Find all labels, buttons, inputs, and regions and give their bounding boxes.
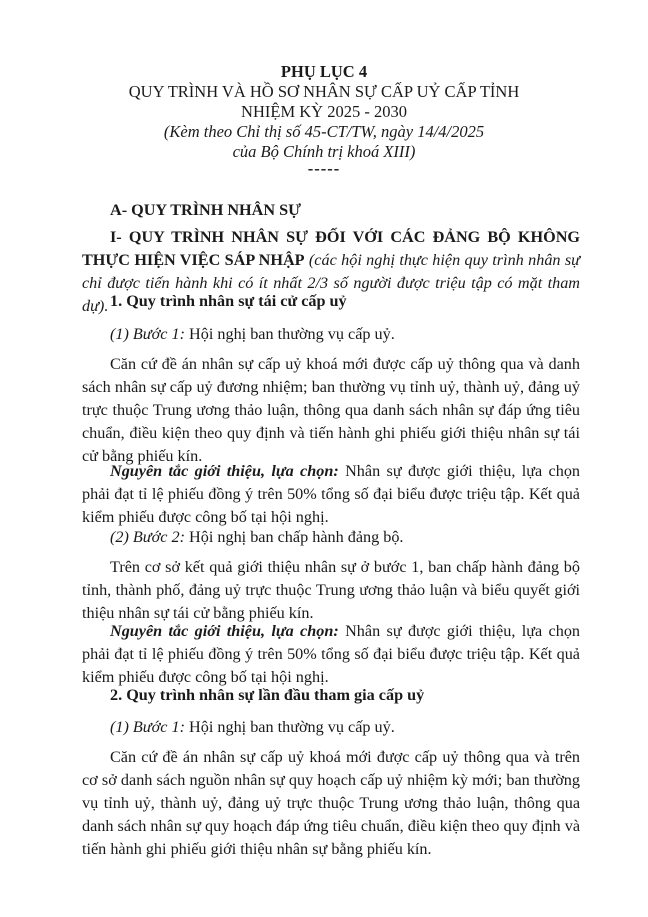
item1-principle2 xyxy=(82,620,580,689)
appendix-reference: (Kèm theo Chỉ thị số 45-CT/TW, ngày 14/4/2025 xyxy=(163,122,485,141)
item1-step1-body: Căn cứ đề án nhân sự cấp uỷ khoá mới được cấp uỷ thông qua và danh sách nhân sự cấp uỷ đương nhiệm; ban thường vụ tỉnh uỷ, thành uỷ, đảng uỷ trực thuộc Trung ương thảo luận, thông qua danh sách nhân sự đáp ứng tiêu chuẩn, điều kiện theo quy định và tiến hành ghi phiếu giới thiệu nhân sự tái cử bằng phiếu kín. xyxy=(82,355,580,465)
item1-step1 xyxy=(82,323,580,346)
item2-step1-body: Căn cứ đề án nhân sự cấp uỷ khoá mới được cấp uỷ thông qua và trên cơ sở danh sách nguồn nhân sự quy hoạch cấp uỷ nhiệm kỳ mới; ban thường vụ tỉnh uỷ, thành uỷ, đảng uỷ trực thuộc Trung ương thảo luận, thông qua danh sách nhân sự quy hoạch đáp ứng tiêu chuẩn, điều kiện theo quy định và tiến hành ghi phiếu giới thiệu nhân sự bằng phiếu kín. xyxy=(82,748,580,858)
section-i-note: (các hội nghị thực hiện quy trình nhân sự chỉ được tiến hành khi có ít nhất 2/3 số người được triệu tập có mặt tham dự). xyxy=(82,251,580,315)
item2-heading: 2. Quy trình nhân sự lần đầu tham gia cấp uỷ xyxy=(110,686,425,704)
item1-principle2-text: Nhân sự được giới thiệu, lựa chọn phải đạt tỉ lệ phiếu đồng ý trên 50% tổng số đại biểu được triệu tập. Kết quả kiểm phiếu được công bố tại hội nghị. xyxy=(82,622,581,686)
item1-step1-label: (1) Bước 1: xyxy=(110,325,185,343)
document-header xyxy=(0,62,648,176)
item1-step1-text: Hội nghị ban thường vụ cấp uỷ. xyxy=(185,325,395,343)
item1-step2-body: Trên cơ sở kết quả giới thiệu nhân sự ở bước 1, ban chấp hành đảng bộ tỉnh, thành phố, đảng uỷ trực thuộc Trung ương thảo luận và biểu quyết giới thiệu nhân sự tái cử bằng phiếu kín. xyxy=(82,558,580,622)
item1-heading: 1. Quy trình nhân sự tái cử cấp uỷ xyxy=(110,292,347,310)
item1-step2-text: Hội nghị ban chấp hành đảng bộ. xyxy=(185,528,404,546)
item1-principle1 xyxy=(82,460,580,529)
appendix-title: PHỤ LỤC 4 xyxy=(280,62,368,81)
item1-principle1-text: Nhân sự được giới thiệu, lựa chọn phải đạt tỉ lệ phiếu đồng ý trên 50% tổng số đại biểu được triệu tập. Kết quả kiểm phiếu được công bố tại hội nghị. xyxy=(82,462,581,526)
item2-step1 xyxy=(82,716,580,739)
item1-step2-label: (2) Bước 2: xyxy=(110,528,185,546)
appendix-reference-issuer: của Bộ Chính trị khoá XIII) xyxy=(232,142,416,161)
section-a-heading: A- QUY TRÌNH NHÂN SỰ xyxy=(110,201,301,219)
header-divider: ----- xyxy=(307,159,341,178)
appendix-term: NHIỆM KỲ 2025 - 2030 xyxy=(241,102,407,121)
item1-step2 xyxy=(82,526,580,549)
section-i-title: I- QUY TRÌNH NHÂN SỰ ĐỐI VỚI CÁC ĐẢNG BỘ KHÔNG THỰC HIỆN VIỆC SÁP NHẬP xyxy=(82,228,580,269)
item1-principle2-label: Nguyên tắc giới thiệu, lựa chọn: xyxy=(110,622,339,640)
item1-principle1-label: Nguyên tắc giới thiệu, lựa chọn: xyxy=(110,462,339,480)
appendix-subtitle: QUY TRÌNH VÀ HỒ SƠ NHÂN SỰ CẤP UỶ CẤP TỈNH xyxy=(128,82,520,101)
item2-step1-label: (1) Bước 1: xyxy=(110,718,185,736)
item2-step1-text: Hội nghị ban thường vụ cấp uỷ. xyxy=(185,718,395,736)
